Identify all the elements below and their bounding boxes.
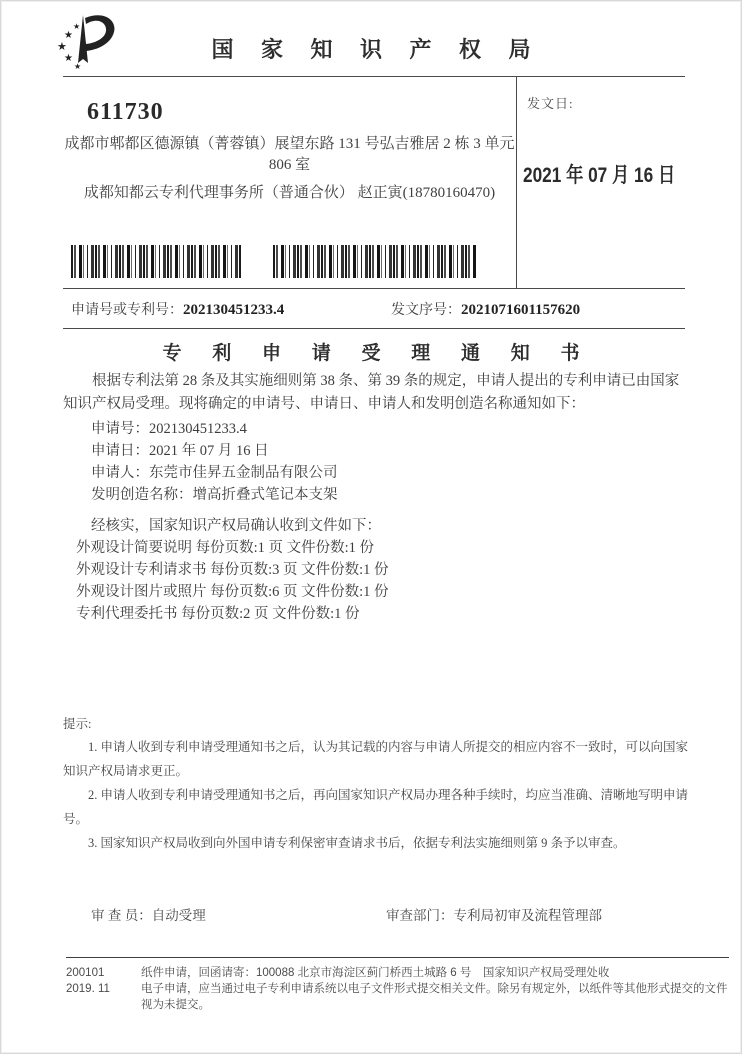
svg-text:★: ★: [57, 41, 67, 53]
tips-label: 提示:: [63, 717, 92, 731]
examiner-label: 审 查 员：: [91, 908, 152, 923]
barcode-right: [273, 245, 476, 278]
footer-instructions: [141, 965, 729, 1013]
recipient-address-line1: 成都市郫都区德源镇（菁蓉镇）展望东路 131 号弘吉雅居 2 栋 3 单元: [64, 136, 515, 152]
application-number-value: 202130451233.4: [183, 302, 285, 318]
barcode-left: [71, 245, 241, 278]
agency-title: 国 家 知 识 产 权 局: [211, 37, 542, 62]
intro-paragraph: 根据专利法第 28 条及其实施细则第 38 条、第 39 条的规定，申请人提出的专利申请已由国家知识产权局受理。现将确定的申请号、申请日、申请人和发明创造名称通知如下：: [63, 373, 680, 412]
barcode-right-stripes: [273, 245, 476, 278]
postal-code: 611730: [87, 99, 164, 125]
detail-value: 202130451233.4: [149, 421, 247, 437]
footer-efiling-instruction: 电子申请，应当通过电子专利申请系统以电子文件形式提交相关文件。除另有规定外，以纸件等其他形式提交的文件视为未提交。: [141, 983, 728, 1011]
reference-numbers-row: [71, 299, 685, 319]
received-file-item: 外观设计简要说明 每份页数:1 页 文件份数:1 份: [76, 540, 375, 556]
received-file-item: 专利代理委托书 每份页数:2 页 文件份数:1 份: [76, 606, 360, 622]
detail-label: 申请人：: [91, 465, 149, 481]
detail-applicant: [91, 462, 685, 484]
detail-application-number: [91, 418, 685, 440]
signoff-row: [91, 904, 685, 924]
department-group: [386, 904, 602, 924]
footer-form-code: 200101: [66, 967, 105, 979]
detail-label: 发明创造名称：: [91, 487, 193, 503]
detail-value: 2021 年 07 月 16 日: [149, 443, 269, 459]
footer-paper-instruction: 纸件申请，回函请寄：100088 北京市海淀区蓟门桥西土城路 6 号 国家知识产权局受理处收: [141, 967, 610, 979]
footer-form-codes: [66, 965, 141, 1013]
received-file-item: 外观设计图片或照片 每份页数:6 页 文件份数:1 份: [76, 584, 389, 600]
application-number-label: 申请号或专利号：: [71, 303, 183, 318]
divider-above-numbers: [63, 288, 685, 289]
divider-below-numbers: [63, 328, 685, 329]
barcode-left-stripes: [71, 245, 241, 278]
received-documents-section: [63, 515, 685, 625]
detail-invention-title: [91, 484, 685, 506]
detail-label: 申请号：: [91, 421, 149, 437]
notice-title: 专 利 申 请 受 理 通 知 书: [162, 343, 593, 364]
footer: [66, 957, 729, 1013]
received-file-item: 外观设计专利请求书 每份页数:3 页 文件份数:1 份: [76, 562, 389, 578]
department-value: 专利局初审及流程管理部: [453, 908, 602, 923]
tip-item-2: 2. 申请人收到专利申请受理通知书之后，再向国家知识产权局办理各种手续时，均应当准确、清晰地写明申请号。: [63, 788, 689, 826]
detail-filing-date: [91, 440, 685, 462]
footer-form-revision: 2019. 11: [66, 983, 110, 995]
tip-item-3: 3. 国家知识产权局收到向外国申请专利保密审查请求书后，依据专利法实施细则第 9 条予以审查。: [88, 836, 626, 850]
issue-date-box: [517, 77, 685, 288]
department-label: 审查部门：: [386, 908, 454, 923]
svg-text:★: ★: [74, 62, 82, 71]
detail-label: 申请日：: [91, 443, 149, 459]
issue-date-label: 发文日:: [527, 96, 574, 111]
tips-section: [63, 713, 693, 855]
serial-number-group: [391, 299, 580, 319]
issue-date-value: 2021 年 07 月 16 日: [523, 164, 676, 187]
tip-item-1: 1. 申请人收到专利申请受理通知书之后，认为其记载的内容与申请人所提交的相应内容不一致时，可以向国家知识产权局请求更正。: [63, 740, 689, 778]
application-details-list: [63, 418, 685, 506]
notice-body: [63, 370, 685, 625]
svg-text:★: ★: [73, 22, 81, 31]
examiner-value: 自动受理: [151, 908, 206, 923]
serial-number-label: 发文序号：: [391, 303, 461, 318]
recipient-agency: 成都知都云专利代理事务所（普通合伙） 赵正寅(18780160470): [83, 185, 496, 201]
footer-content: [66, 965, 729, 1013]
detail-value: 增高折叠式笔记本支架: [192, 487, 338, 503]
serial-number-value: 2021071601157620: [461, 302, 581, 318]
recipient-address-line2: 806 室: [268, 157, 311, 173]
detail-value: 东莞市佳昇五金制品有限公司: [149, 465, 338, 481]
svg-text:★: ★: [64, 53, 73, 64]
received-intro: 经核实，国家知识产权局确认收到文件如下：: [91, 518, 381, 534]
svg-text:★: ★: [64, 30, 73, 41]
